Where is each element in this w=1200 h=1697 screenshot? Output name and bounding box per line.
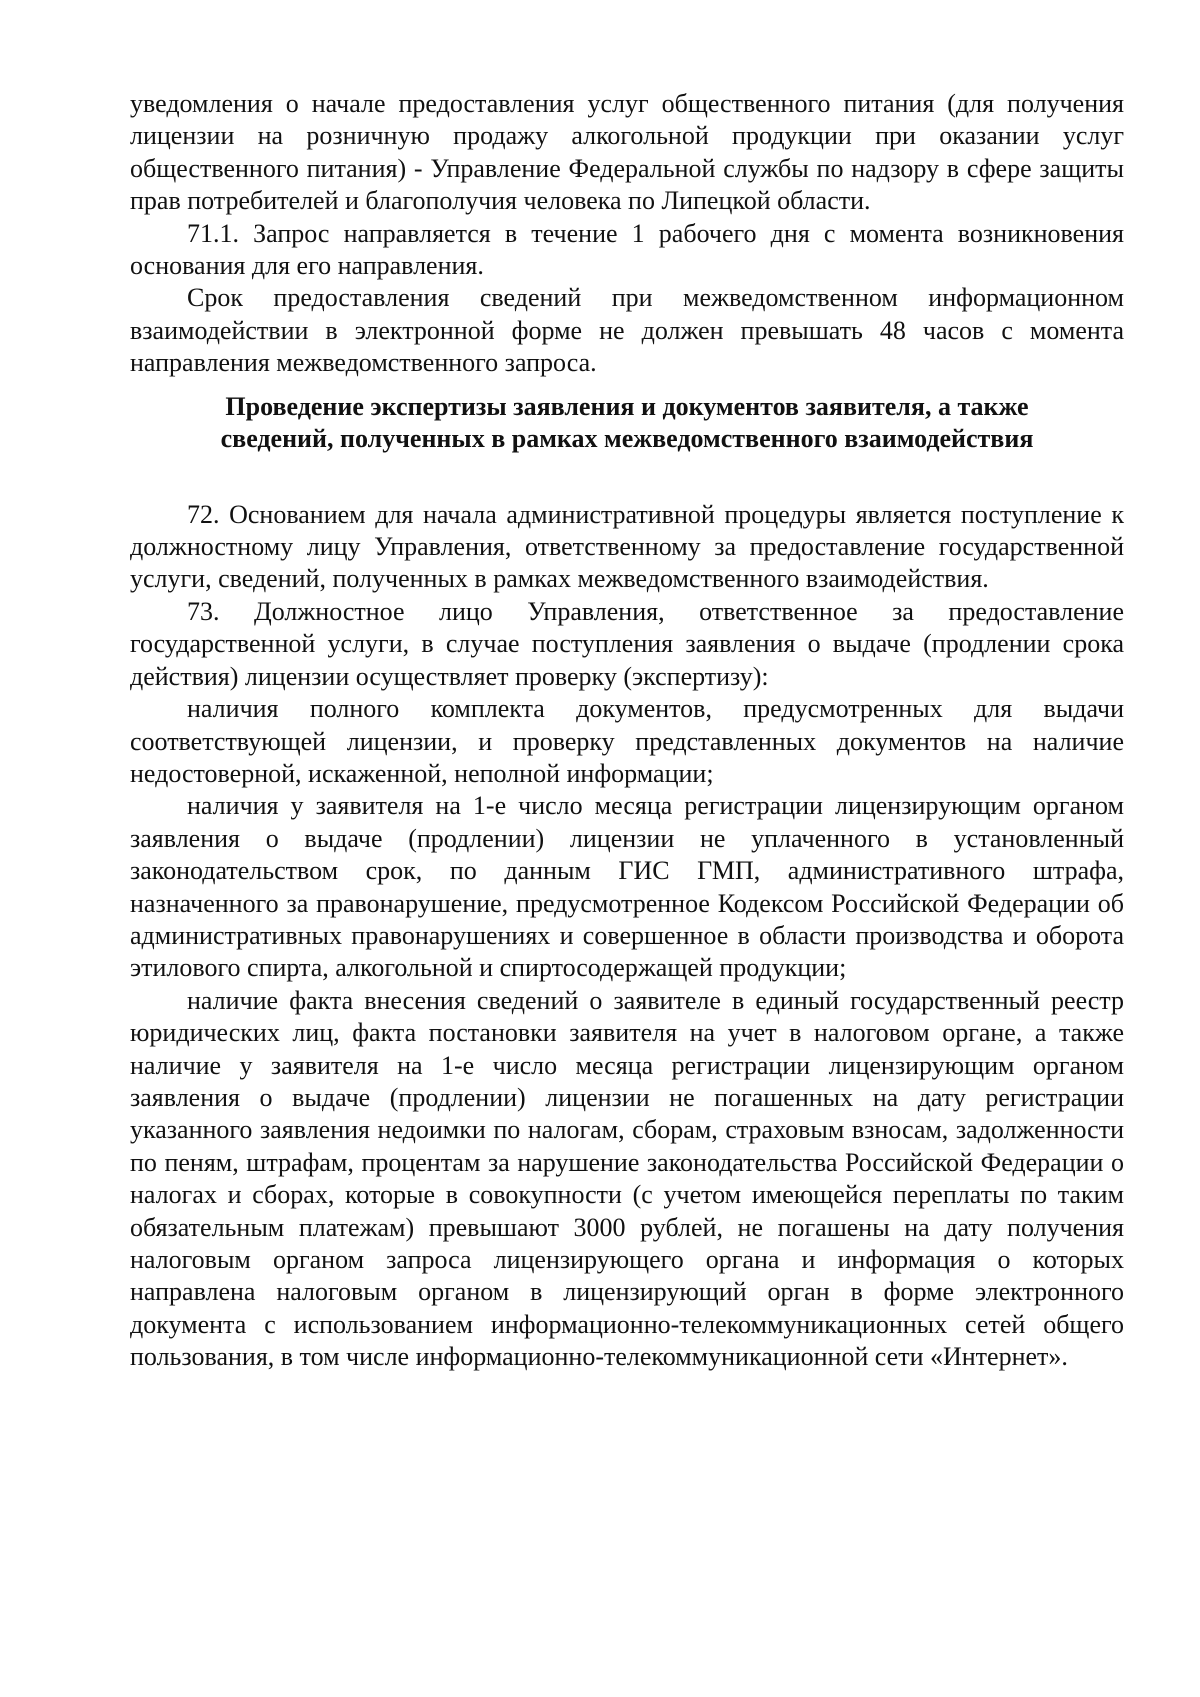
section-heading-line: сведений, полученных в рамках межведомственного взаимодействия (220, 423, 1034, 453)
paragraph: наличия у заявителя на 1-е число месяца регистрации лицензирующим органом заявления о выдаче (продлении) лицензии не уплаченного в установленный законодательством срок, по данным ГИС ГМП, административного штрафа, назначенного за правонарушение, предусмотренное Кодексом Российской Федерации об административных правонарушениях и совершенное в области производства и оборота этилового спирта, алкогольной и спиртосодержащей продукции; (130, 791, 1124, 983)
paragraph: 73. Должностное лицо Управления, ответственное за предоставление государственной услуги, в случае поступления заявления о выдаче (продлении срока действия) лицензии осуществляет проверку (экспертизу): (130, 596, 1124, 691)
section-heading (130, 391, 1124, 455)
paragraph: 71.1. Запрос направляется в течение 1 рабочего дня с момента возникновения основания для его направления. (130, 218, 1124, 281)
paragraph: уведомления о начале предоставления услуг общественного питания (для получения лицензии на розничную продажу алкогольной продукции при оказании услуг общественного питания) - Управление Федеральной службы по надзору в сфере защиты прав потребителей и благополучия человека по Липецкой области. (130, 89, 1124, 216)
paragraph: наличие факта внесения сведений о заявителе в единый государственный реестр юридических лиц, факта постановки заявителя на учет в налоговом органе, а также наличие у заявителя на 1-е число месяца регистрации лицензирующим органом заявления о выдаче (продлении) лицензии не погашенных на дату регистрации указанного заявления недоимки по налогам, сборам, страховым взносам, задолженности по пеням, штрафам, процентам за нарушение законодательства Российской Федерации о налогах и сборах, которые в совокупности (с учетом имеющейся переплаты по таким обязательным платежам) превышают 3000 рублей, не погашены на дату получения налоговым органом запроса лицензирующего органа и информация о которых направлена налоговым органом в лицензирующий орган в форме электронного документа с использованием информационно-телекоммуникационных сетей общего пользования, в том числе информационно-телекоммуникационной сети «Интернет». (130, 985, 1124, 1372)
paragraph: 72. Основанием для начала административной процедуры является поступление к должностному лицу Управления, ответственному за предоставление государственной услуги, сведений, полученных в рамках межведомственного взаимодействия. (130, 499, 1124, 594)
document-page (130, 88, 1124, 1374)
paragraph: наличия полного комплекта документов, предусмотренных для выдачи соответствующей лицензии, и проверку представленных документов на наличие недостоверной, искаженной, неполной информации; (130, 694, 1124, 788)
section-heading-line: Проведение экспертизы заявления и документов заявителя, а также (225, 391, 1029, 421)
paragraph: Срок предоставления сведений при межведомственном информационном взаимодействии в электронной форме не должен превышать 48 часов с момента направления межведомственного запроса. (130, 283, 1124, 378)
